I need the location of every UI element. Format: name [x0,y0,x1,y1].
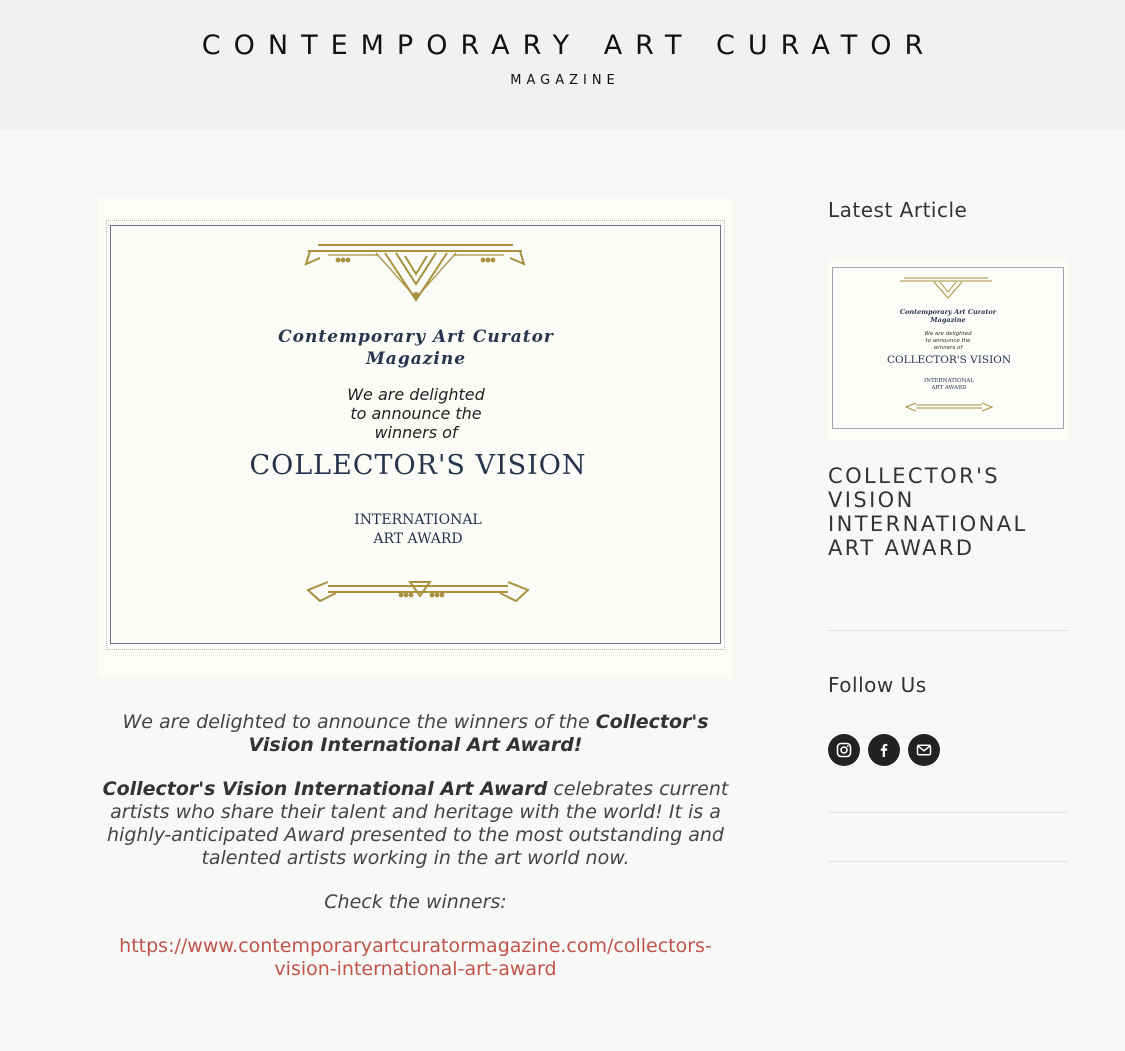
hero-award-type-line2: ART AWARD [373,531,463,547]
hero-magazine-line1: Contemporary Art Curator [278,327,554,347]
hero-award-name: COLLECTOR'S VISION [249,450,587,481]
follow-block [828,673,1068,766]
thumbnail-magazine-line2: Magazine [930,316,966,324]
latest-article-title[interactable]: COLLECTOR'S VISION INTERNATIONAL ART AWARD [828,464,1028,560]
email-icon [916,742,932,758]
hero-announce-line1: We are delighted [347,385,485,404]
article-p2-rest: celebrates current artists who share their talent and heritage with the world! It is a highly-anticipated Award presented to the most outstanding and talented artists working in the art world now. [107,778,729,869]
thumbnail-announce-line1: We are delighted [924,331,972,337]
latest-article-heading: Latest Article [828,198,968,222]
hero-announce-line3: winners of [374,423,458,442]
latest-article-thumbnail[interactable] [828,260,1068,440]
thumbnail-award-type-line1: INTERNATIONAL [923,378,975,384]
article-p1-bold: Collector's Vision International Art Award! [248,711,709,756]
article-paragraph-3: Check the winners: [324,891,507,913]
article-paragraph-2 [98,778,733,870]
bottom-ornament-icon [308,582,528,601]
facebook-link[interactable] [868,734,900,766]
thumbnail-announce-line3: winners of [933,345,963,351]
hero-magazine-line2: Magazine [365,349,467,369]
facebook-icon [876,742,892,758]
top-ornament-icon [306,245,524,300]
instagram-icon [836,742,852,758]
thumbnail-artwork [828,260,1068,440]
winners-link[interactable]: https://www.contemporaryartcuratormagazine.com/collectors-vision-international-art-award [119,935,712,980]
thumbnail-announce-line2: to announce the [925,338,971,344]
article-body [98,711,733,981]
site-header [0,0,1125,130]
article-p1-prefix: We are delighted to announce the winners of the [122,711,596,733]
thumbnail-award-name: COLLECTOR'S VISION [886,354,1012,366]
article-paragraph-4 [98,935,733,981]
site-subtitle: MAGAZINE [510,73,620,88]
hero-award-type-line1: INTERNATIONAL [354,512,482,528]
thumbnail-magazine-line1: Contemporary Art Curator [899,308,997,316]
hero-image [98,198,733,678]
follow-us-heading: Follow Us [828,673,927,697]
article-main [98,198,733,1002]
sidebar-divider-3 [828,861,1068,862]
sidebar-divider-2 [828,812,1068,813]
hero-announce-line2: to announce the [350,404,482,423]
article-paragraph-1 [98,711,733,757]
social-links [828,734,1068,766]
article-p2-bold: Collector's Vision International Art Award [102,778,548,800]
thumbnail-bottom-ornament-icon [906,403,992,411]
instagram-link[interactable] [828,734,860,766]
email-link[interactable] [908,734,940,766]
site-title[interactable]: CONTEMPORARY ART CURATOR [201,30,937,61]
thumbnail-top-ornament-icon [900,278,992,298]
hero-artwork [98,198,733,678]
thumbnail-award-type-line2: ART AWARD [931,385,967,391]
sidebar-divider [828,630,1068,631]
sidebar [828,198,1068,862]
